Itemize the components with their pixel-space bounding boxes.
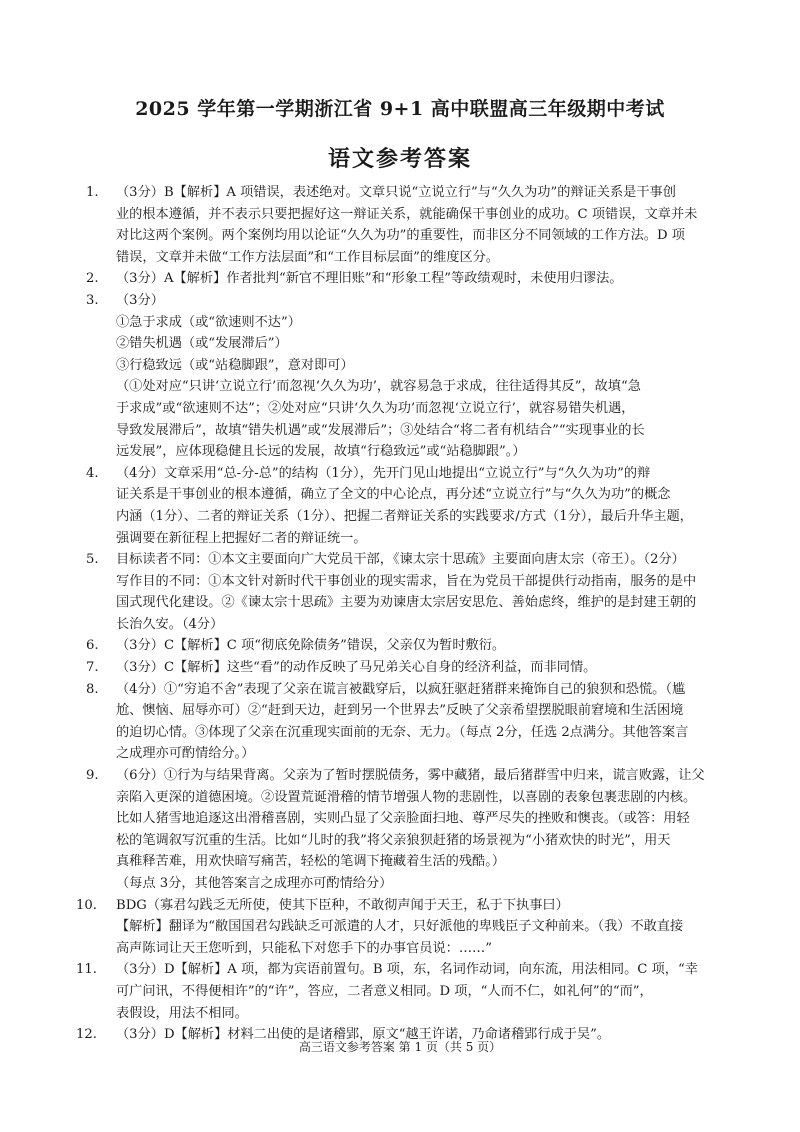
answer-line: 松的笔调叙写沉重的生活。比如“儿时的我”将父亲狼狈赶猪的场景视为“小猪欢快的时光”，用天 (116, 832, 671, 848)
question-number: 3. (86, 292, 99, 308)
question-number: 6. (86, 638, 99, 654)
answer-line: 业的根本遵循，并不表示只要把握好这一辩证关系，就能确保干事创业的成功。C 项错误，文章并未 (116, 206, 698, 222)
answer-line: 导致发展滞后”，故填“错失机遇”或“发展滞后”；③处结合“将二者有机结合”“实现事业的长 (116, 422, 645, 438)
answer-line: （4分）文章采用“总-分-总”的结构（1分），先开门见山地提出“立说立行”与“久久为功”的辩 (116, 465, 651, 481)
answer-key-heading: 语文参考答案 (327, 146, 472, 172)
answer-text (116, 635, 708, 657)
answer-text (116, 182, 708, 268)
answer-text (116, 657, 708, 679)
page-footer: 高三语文参考答案 第 1 页（共 5 页） (298, 1040, 502, 1054)
answer-line: （3分）D【解析】材料二出使的是诸稽郢，原文“越王许诺，乃命诸稽郢行成于吴”。 (116, 1027, 611, 1043)
answer-line: （3分）C【解析】C 项“彻底免除债务”错误，父亲仅为暂时敷衍。 (116, 638, 506, 654)
answer-line: 亲陷入更深的道德困境。②设置荒诞滑稽的情节增强人物的悲剧性，以喜剧的表象包裹悲剧的内核。 (116, 789, 697, 805)
answer-text (116, 959, 708, 1024)
answer-line: 于求成”或“欲速则不达”；②处对应“只讲‘久久为功’而忽视‘立说立行’，就容易错失机遇， (116, 400, 635, 416)
answer-list (76, 182, 708, 1046)
answer-line: 对比这两个案例。两个案例均用以论证“久久为功”的重要性，而非区分不同领域的工作方法。D 项 (116, 228, 685, 244)
answer-line: 尬、懊恼、屈辱亦可）②“赶到天边，赶到另一个世界去”反映了父亲希望摆脱眼前窘境和生活困境 (116, 703, 684, 719)
answer-line: 证关系是干事创业的根本遵循，确立了全文的中心论点，再分述“立说立行”与“久久为功”的概念 (116, 487, 671, 503)
answer-line: BDG（寡君勾践乏无所使，使其下臣种，不敢彻声闻于天王，私于下执事曰） (116, 897, 569, 913)
answer-line: 长治久安。（4分） (116, 616, 224, 632)
answer-text (116, 765, 708, 895)
answer-line: （3分）D【解析】A 项，都为宾语前置句。B 项，东，名词作动词，向东流，用法相同。C 项，“幸 (116, 962, 698, 978)
answer-line: ②错失机遇（或“发展滞后”） (116, 336, 288, 352)
answer-item (86, 549, 708, 635)
question-number: 4. (86, 465, 99, 481)
answer-line: 高声陈词让天王您听到，只能私下对您手下的办事官员说：……” (116, 940, 492, 956)
answer-line: （3分） (116, 292, 164, 308)
question-number: 5. (86, 552, 99, 568)
answer-text (116, 549, 708, 635)
answer-item (86, 268, 708, 290)
answer-item (86, 290, 708, 463)
answer-text (116, 268, 708, 290)
answer-line: 强调要在新征程上把握好二者的辩证统一。 (116, 530, 367, 546)
answer-line: ③行稳致远（或“站稳脚跟”，意对即可） (116, 357, 354, 373)
answer-line: 写作目的不同：①本文针对新时代干事创业的现实需求，旨在为党员干部提供行动指南，服务的是中 (116, 573, 697, 589)
question-number: 1. (86, 185, 99, 200)
answer-line: 的迫切心情。③体现了父亲在沉重现实面前的无奈、无力。（每点 2分，任选 2点满分。其他答案言 (116, 724, 689, 740)
answer-line: 错误，文章并未做“工作方法层面”和“工作目标层面”的维度区分。 (116, 249, 500, 265)
answer-line: ①急于求成（或“欲速则不达”） (116, 314, 301, 330)
question-number: 8. (86, 681, 99, 697)
answer-item (86, 182, 708, 268)
answer-line: 内涵（1分）、二者的辩证关系（1分）、把握二者辩证关系的实践要求/方式（1分），最后升华主题， (116, 508, 693, 524)
answer-line: 真稚释苦难，用欢快暗写痛苦，轻松的笔调下掩藏着生活的残酷。） (116, 854, 506, 870)
answer-line: 国式现代化建设。②《谏太宗十思疏》主要为劝谏唐太宗居安思危、善始虑终，维护的是封建王朝的 (116, 595, 697, 611)
answer-line: 可广问讯，不得便相许”的“许”，答应，二者意义相同。D 项，“人而不仁，如礼何”的“而”， (116, 983, 653, 999)
answer-item (76, 959, 708, 1024)
question-number: 7. (86, 660, 99, 676)
answer-line: （6分）①行为与结果背离。父亲为了暂时摆脱债务，雾中藏猪，最后猪群雪中归来，谎言败露，让父 (116, 768, 705, 784)
answer-line: 【解析】翻译为“敝国国君勾践缺乏可派遣的人才，只好派他的卑贱臣子文种前来。（我）不敢直接 (116, 919, 684, 935)
answer-line: （3分）C【解析】这些“看”的动作反映了马兄弟关心自身的经济利益，而非同情。 (116, 660, 597, 676)
question-number: 2. (86, 271, 99, 287)
answer-item (86, 657, 708, 679)
answer-line: （①处对应“只讲‘立说立行’而忽视‘久久为功’，就容易急于求成，往往适得其反”，故填“急 (116, 379, 641, 395)
answer-text (116, 895, 708, 960)
answer-line: 之成理亦可酌情给分。） (116, 746, 255, 762)
answer-item (86, 679, 708, 765)
answer-item (86, 765, 708, 895)
answer-text (116, 290, 708, 463)
question-number: 10. (76, 897, 97, 913)
answer-line: （3分）B【解析】A 项错误，表述绝对。文章只说“立说立行”与“久久为功”的辩证关系是干事创 (116, 185, 676, 200)
answer-text (116, 463, 708, 549)
question-number: 9. (86, 768, 99, 784)
answer-text (116, 679, 708, 765)
answer-line: 目标读者不同：①本文主要面向广大党员干部，《谏太宗十思疏》主要面向唐太宗（帝王）。（2分） (116, 552, 685, 568)
question-number: 11. (76, 962, 97, 978)
answer-line: 比如人猪雪地追逐这出滑稽喜剧，实则凸显了父亲脸面扫地、尊严尽失的挫败和懊丧。（或答：用轻 (116, 811, 690, 827)
exam-title: 2025 学年第一学期浙江省 9+1 高中联盟高三年级期中考试 (135, 98, 665, 120)
answer-item (86, 463, 708, 549)
answer-item (86, 635, 708, 657)
answer-line: （4分）①“穷追不舍”表现了父亲在谎言被戳穿后，以疯狂驱赶猪群来掩饰自己的狼狈和恐慌。（尴 (116, 681, 686, 697)
answer-line: 远发展”，应体现稳健且长远的发展，故填“行稳致远”或“站稳脚跟”。） (116, 444, 526, 460)
answer-line: （3分）A【解析】作者批判“新官不理旧账”和“形象工程”等政绩观时，未使用归谬法。 (116, 271, 623, 287)
answer-line: （每点 3分，其他答案言之成理亦可酌情给分） (116, 876, 393, 891)
question-number: 12. (76, 1027, 97, 1043)
answer-line: 表假设，用法不相同。 (116, 1005, 248, 1021)
answer-item (76, 895, 708, 960)
